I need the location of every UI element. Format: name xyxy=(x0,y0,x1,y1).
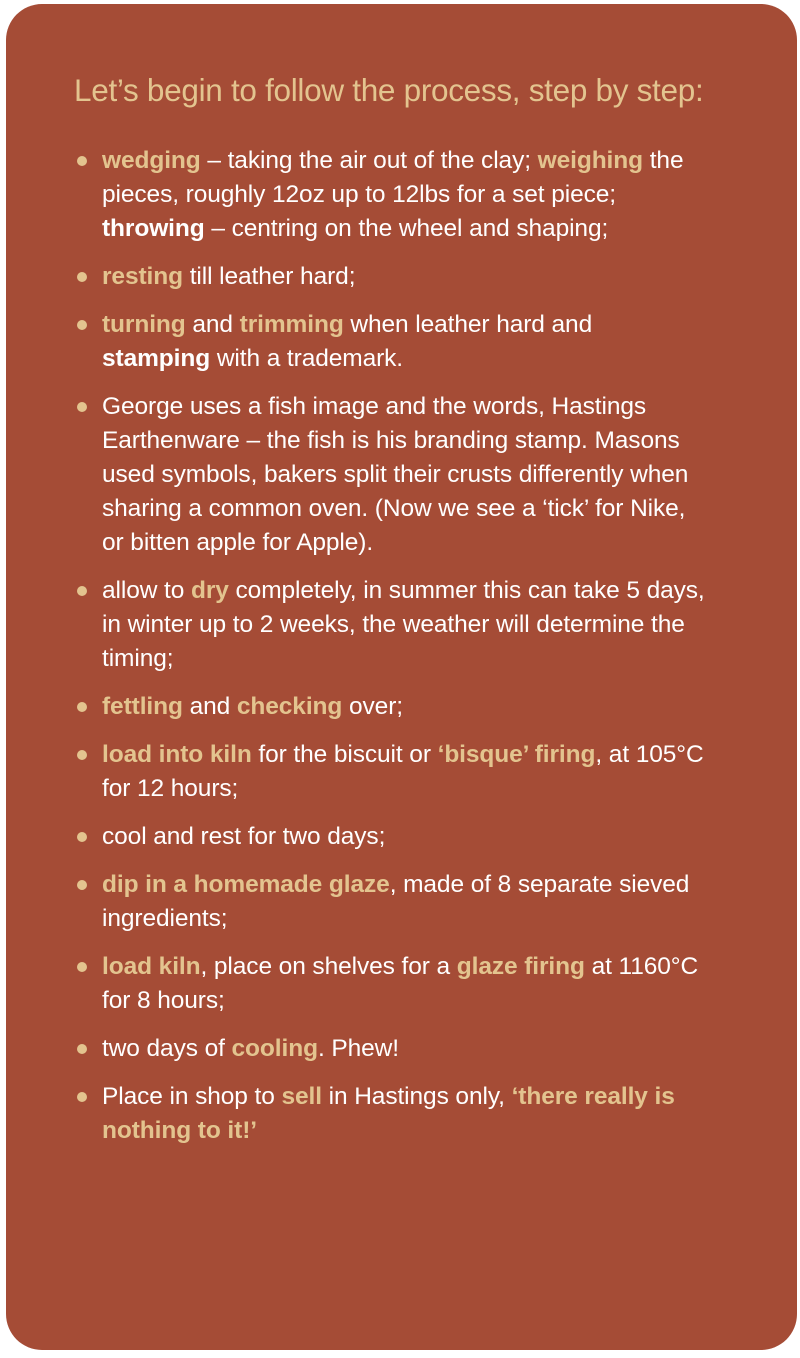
step-text: at 1160°C for 8 hours; xyxy=(102,953,699,1014)
bullet-icon xyxy=(77,702,87,712)
highlight-term: cooling xyxy=(231,1035,318,1062)
highlight-term: wedging xyxy=(102,147,201,174)
list-item xyxy=(6,308,706,376)
step-text: the pieces, roughly 12oz up to 12lbs for a set piece; xyxy=(102,147,684,208)
list-item xyxy=(6,1032,706,1066)
step-text: with a trademark. xyxy=(210,345,404,372)
step-text: , made of 8 separate sieved ingredients; xyxy=(102,871,690,932)
process-steps-list xyxy=(6,144,706,1162)
bullet-icon xyxy=(77,1044,87,1054)
bold-term: stamping xyxy=(102,345,211,372)
step-text: . Phew! xyxy=(317,1035,399,1062)
highlight-term: load into kiln xyxy=(102,741,252,768)
step-text: for the biscuit or xyxy=(251,741,438,768)
bullet-icon xyxy=(77,320,87,330)
bullet-icon xyxy=(77,832,87,842)
step-text: allow to xyxy=(102,577,191,604)
highlight-term: glaze firing xyxy=(456,953,585,980)
highlight-term: load kiln xyxy=(102,953,201,980)
step-text: two days of xyxy=(102,1035,232,1062)
highlight-term: fettling xyxy=(102,693,183,720)
step-text: and xyxy=(182,693,237,720)
highlight-term: dry xyxy=(190,577,229,604)
list-item xyxy=(6,574,706,676)
bullet-icon xyxy=(77,750,87,760)
step-text: and xyxy=(185,311,240,338)
step-text: over; xyxy=(342,693,403,720)
step-text: – taking the air out of the clay; xyxy=(200,147,538,174)
list-item xyxy=(6,260,706,294)
card-heading: Let’s begin to follow the process, step by step: xyxy=(74,72,704,108)
list-item xyxy=(6,690,706,724)
list-item xyxy=(6,820,706,854)
highlight-term: dip in a homemade glaze xyxy=(102,871,390,898)
highlight-term: weighing xyxy=(537,147,643,174)
bullet-icon xyxy=(77,586,87,596)
process-card xyxy=(6,4,797,1350)
highlight-term: checking xyxy=(236,693,343,720)
bullet-icon xyxy=(77,272,87,282)
step-text: – centring on the wheel and shaping; xyxy=(204,215,609,242)
step-text: Place in shop to xyxy=(102,1083,282,1110)
step-text: completely, in summer this can take 5 days, in winter up to 2 weeks, the weather will determine the timing; xyxy=(102,577,705,672)
list-item xyxy=(6,868,706,936)
step-text: in Hastings only, xyxy=(321,1083,512,1110)
list-item xyxy=(6,1080,706,1148)
bullet-icon xyxy=(77,1092,87,1102)
step-text: when leather hard and xyxy=(343,311,593,338)
list-item xyxy=(6,738,706,806)
list-item xyxy=(6,390,706,560)
highlight-term: resting xyxy=(102,263,183,290)
step-text: cool and rest for two days; xyxy=(102,823,386,850)
highlight-term: ‘there really is nothing to it!’ xyxy=(102,1083,675,1144)
step-text: till leather hard; xyxy=(182,263,356,290)
step-text: , at 105°C for 12 hours; xyxy=(102,741,704,802)
bullet-icon xyxy=(77,962,87,972)
bold-term: throwing xyxy=(102,215,205,242)
highlight-term: sell xyxy=(281,1083,322,1110)
step-text: George uses a fish image and the words, Hastings Earthenware – the fish is his branding stamp. Masons used symbols, bakers split their crusts differently when sharing a common oven. (Now we see a ‘tick’ for Nike, or bitten apple for Apple). xyxy=(102,393,689,556)
highlight-term: trimming xyxy=(239,311,344,338)
step-text: , place on shelves for a xyxy=(200,953,457,980)
bullet-icon xyxy=(77,402,87,412)
highlight-term: turning xyxy=(102,311,186,338)
bullet-icon xyxy=(77,880,87,890)
highlight-term: ‘bisque’ firing xyxy=(437,741,596,768)
bullet-icon xyxy=(77,156,87,166)
list-item xyxy=(6,950,706,1018)
list-item xyxy=(6,144,706,246)
